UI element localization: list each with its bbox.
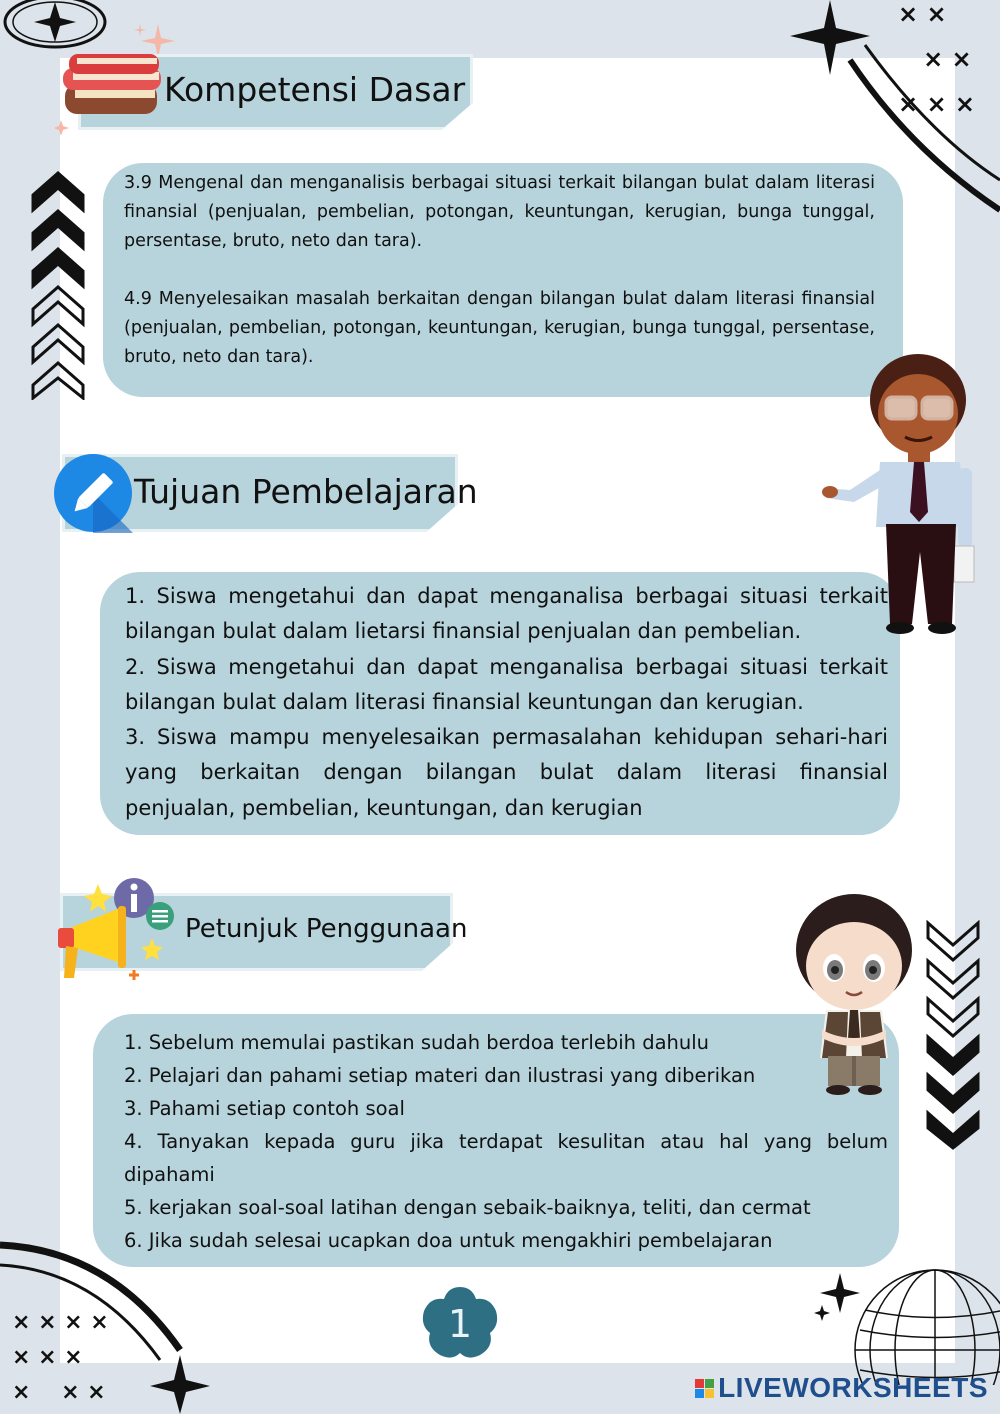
tujuan-item: 3. Siswa mampu menyelesaikan permasalahan kehidupan sehari-hari yang berkaitan dengan bilangan bulat dalam literasi finansial penjualan, pembelian, keuntungan, dan kerugian: [125, 725, 888, 820]
petunjuk-item: 5. kerjakan soal-soal latihan dengan sebaik-baiknya, teliti, dan cermat: [124, 1196, 811, 1219]
chevron-up-decoration: [30, 170, 90, 400]
liveworksheets-logo[interactable]: [695, 1372, 988, 1404]
kompetensi-panel: [103, 163, 903, 397]
student-character: [788, 888, 923, 1098]
pencil-icon: [53, 453, 135, 535]
petunjuk-title: Petunjuk Penggunaan: [185, 914, 468, 944]
petunjuk-item: 4. Tanyakan kepada guru jika terdapat kesulitan atau hal yang belum dipahami: [124, 1130, 888, 1186]
petunjuk-panel: [93, 1014, 899, 1267]
petunjuk-item: 3. Pahami setiap contoh soal: [124, 1097, 405, 1120]
megaphone-icon: [52, 876, 177, 984]
kompetensi-item: 4.9 Menyelesaikan masalah berkaitan dengan bilangan bulat dalam literasi finansial (penjualan, pembelian, potongan, keuntungan, kerugian, bunga tunggal, persentase, bruto, neto dan tara).: [124, 289, 875, 367]
cross-pattern-bottom: × × × × × × × × × ×: [12, 1310, 109, 1405]
chevron-down-decoration: [925, 920, 985, 1150]
cross-pattern-top: × × × × × × ×: [898, 0, 976, 118]
brand-text: LIVEWORKSHEETS: [718, 1372, 988, 1403]
petunjuk-item: 6. Jika sudah selesai ucapkan doa untuk mengakhiri pembelajaran: [124, 1229, 773, 1252]
tujuan-title: Tujuan Pembelajaran: [134, 472, 478, 511]
books-icon: [55, 50, 170, 135]
petunjuk-item: 2. Pelajari dan pahami setiap materi dan ilustrasi yang diberikan: [124, 1064, 756, 1087]
teacher-character: [820, 352, 980, 637]
petunjuk-item: 1. Sebelum memulai pastikan sudah berdoa terlebih dahulu: [124, 1031, 710, 1054]
kompetensi-item: 3.9 Mengenal dan menganalisis berbagai situasi terkait bilangan bulat dalam literasi finansial (penjualan, pembelian, potongan, keuntungan, kerugian, bunga tunggal, persentase, bruto, neto dan tara).: [124, 173, 875, 251]
tujuan-item: 1. Siswa mengetahui dan dapat menganalisa berbagai situasi terkait bilangan bulat dalam lietarsi finansial penjualan dan pembelian.: [125, 584, 888, 644]
liveworksheets-icon: [695, 1379, 715, 1399]
tujuan-panel: [100, 572, 900, 835]
globe-icon: [810, 1265, 1000, 1385]
tujuan-item: 2. Siswa mengetahui dan dapat menganalisa berbagai situasi terkait bilangan bulat dalam literasi finansial keuntungan dan kerugian.: [125, 654, 888, 714]
page-number: 1: [447, 1302, 473, 1346]
kompetensi-title: Kompetensi Dasar: [164, 70, 466, 109]
